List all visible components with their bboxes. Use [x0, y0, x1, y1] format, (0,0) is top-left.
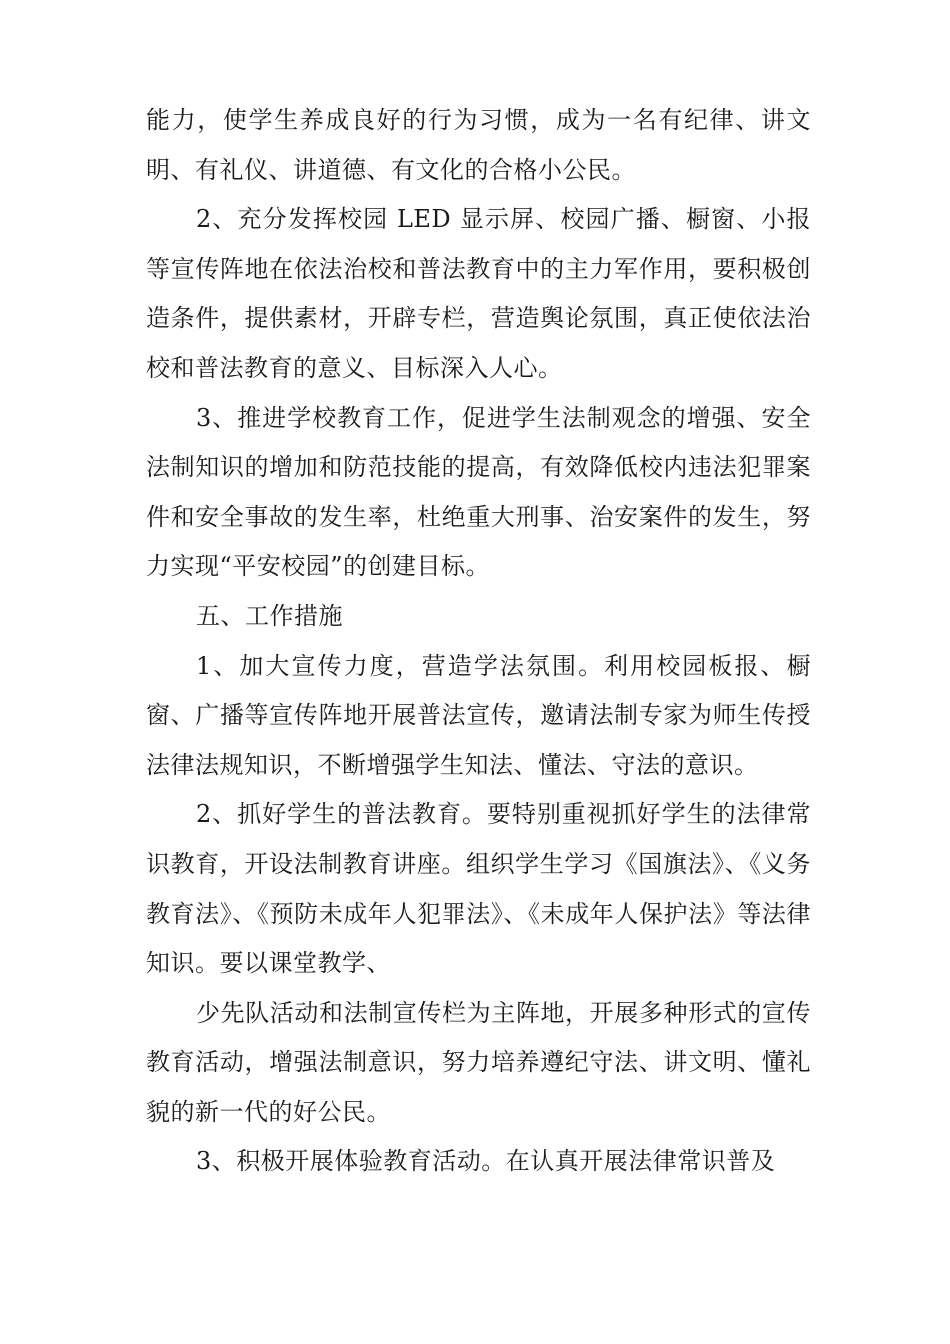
paragraph-3: 3、推进学校教育工作，促进学生法制观念的增强、安全法制知识的增加和防范技能的提高，有效降低校内违法犯罪案件和安全事故的发生率，杜绝重大刑事、治安案件的发生，努力实现“平安校园”的创建目标。: [146, 403, 811, 581]
paragraph-5: 1、加大宣传力度，营造学法氛围。利用校园板报、橱窗、广播等宣传阵地开展普法宣传，邀请法制专家为师生传授法律法规知识，不断增强学生知法、懂法、守法的意识。: [146, 651, 811, 779]
section-heading: 五、工作措施: [196, 601, 343, 630]
paragraph-2: 2、充分发挥校园 LED 显示屏、校园广播、橱窗、小报等宣传阵地在依法治校和普法教育中的主力军作用，要积极创造条件，提供素材，开辟专栏，营造舆论氛围，真正使依法治校和普法教育的意义、目标深入人心。: [146, 205, 811, 382]
paragraph-1: 能力，使学生养成良好的行为习惯，成为一名有纪律、讲文明、有礼仪、讲道德、有文化的合格小公民。: [146, 106, 811, 184]
document-body: [146, 96, 811, 1187]
paragraph-8: 3、积极开展体验教育活动。在认真开展法律常识普及: [196, 1147, 776, 1176]
paragraph-6: 2、抓好学生的普法教育。要特别重视抓好学生的法律常识教育，开设法制教育讲座。组织学生学习《国旗法》、《义务教育法》、《预防未成年人犯罪法》、《未成年人保护法》等法律知识。要以课堂教学、: [146, 800, 811, 978]
paragraph-7: 少先队活动和法制宣传栏为主阵地，开展多种形式的宣传教育活动，增强法制意识，努力培养遵纪守法、讲文明、懂礼貌的新一代的好公民。: [146, 998, 811, 1126]
